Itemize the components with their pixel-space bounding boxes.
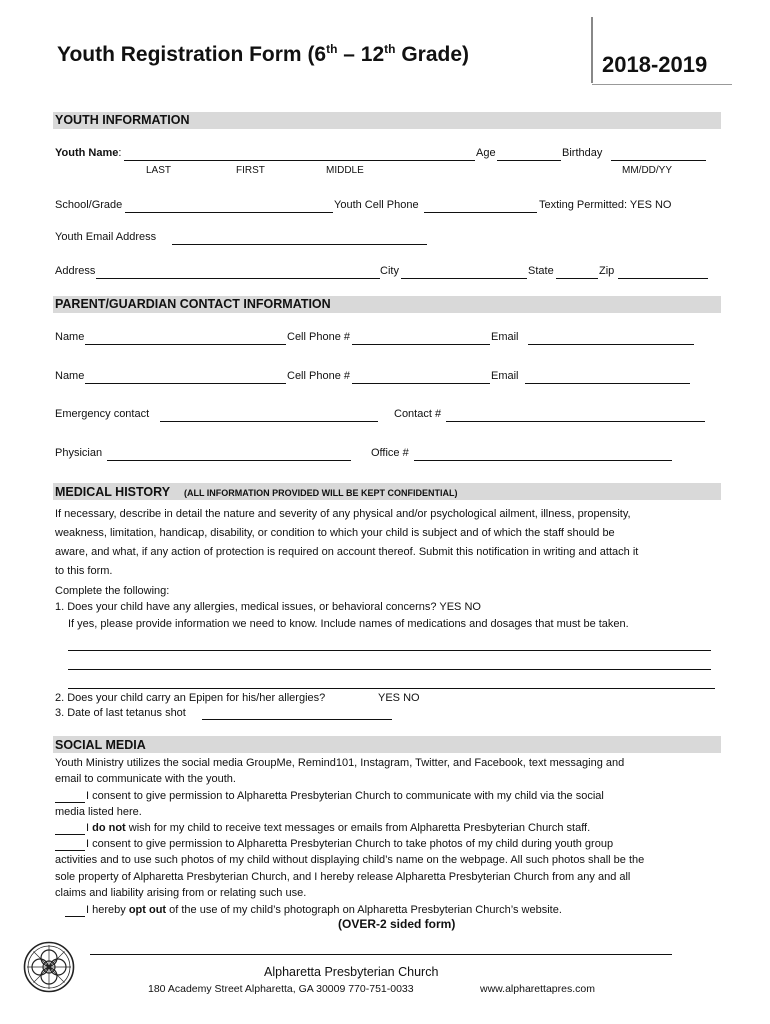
youth-name-field[interactable]	[124, 160, 475, 161]
tetanus-date-field[interactable]	[202, 719, 392, 720]
zip-label: Zip	[599, 265, 615, 277]
consent-photos-blank[interactable]	[55, 850, 85, 851]
parent1-email-label: Email	[491, 331, 519, 343]
address-label: Address	[55, 265, 96, 277]
allergy-info-line[interactable]	[68, 688, 715, 689]
school-grade-field[interactable]	[125, 212, 333, 213]
state-label: State	[528, 265, 554, 277]
age-field[interactable]	[497, 160, 561, 161]
last-name-hint: LAST	[146, 165, 172, 176]
consent-photos: I consent to give permission to Alpharetta Presbyterian Church to take photos of my child during youth group	[86, 838, 614, 850]
birthday-field[interactable]	[611, 160, 706, 161]
physician-field[interactable]	[107, 460, 351, 461]
question-allergies[interactable]: 1. Does your child have any allergies, medical issues, or behavioral concerns? YES NO	[55, 601, 481, 613]
city-field[interactable]	[401, 278, 527, 279]
contact-number-label: Contact #	[394, 408, 442, 420]
texting-permitted[interactable]: Texting Permitted: YES NO	[539, 199, 672, 211]
section-band	[53, 736, 721, 753]
opt-out-blank[interactable]	[65, 916, 85, 917]
epipen-yes-no[interactable]: YES NO	[378, 692, 420, 704]
parent-info-heading: PARENT/GUARDIAN CONTACT INFORMATION	[55, 297, 331, 311]
youth-email-label: Youth Email Address	[55, 231, 157, 243]
social-media-heading: SOCIAL MEDIA	[55, 738, 146, 752]
parent1-cell-field[interactable]	[352, 344, 490, 345]
confidential-note: (ALL INFORMATION PROVIDED WILL BE KEPT CONFIDENTIAL)	[183, 488, 458, 498]
consent-photos: activities and to use such photos of my child without displaying child’s name on the webpage. All such photos shall be the	[55, 854, 645, 866]
parent2-name-field[interactable]	[85, 383, 286, 384]
parent2-email-field[interactable]	[525, 383, 690, 384]
header-divider	[591, 17, 593, 83]
over-note: (OVER-2 sided form)	[338, 917, 456, 931]
school-year: 2018-2019	[602, 52, 708, 77]
social-intro: email to communicate with the youth.	[55, 773, 236, 785]
first-name-hint: FIRST	[236, 165, 265, 176]
parent1-cell-label: Cell Phone #	[287, 331, 350, 343]
zip-field[interactable]	[618, 278, 708, 279]
parent1-name-field[interactable]	[85, 344, 286, 345]
parent2-name-label: Name	[55, 370, 85, 382]
church-address: 180 Academy Street Alpharetta, GA 30009 770-751-0033	[148, 983, 414, 995]
parent1-email-field[interactable]	[528, 344, 694, 345]
birthday-label: Birthday	[562, 147, 603, 159]
youth-email-field[interactable]	[172, 244, 427, 245]
youth-cell-label: Youth Cell Phone	[334, 199, 419, 211]
question-epipen: 2. Does your child carry an Epipen for his/her allergies?	[55, 692, 326, 704]
age-label: Age	[476, 147, 496, 159]
complete-following: Complete the following:	[55, 585, 170, 597]
youth-cell-field[interactable]	[424, 212, 537, 213]
consent-communicate: media listed here.	[55, 806, 142, 818]
medical-paragraph-line: If necessary, describe in detail the nature and severity of any physical and/or psychological ailment, illness, propensity,	[55, 508, 631, 520]
office-number-field[interactable]	[414, 460, 672, 461]
office-number-label: Office #	[371, 447, 409, 459]
church-website-link[interactable]: www.alpharettapres.com	[480, 983, 595, 995]
question-tetanus: 3. Date of last tetanus shot	[55, 707, 186, 719]
youth-info-heading: YOUTH INFORMATION	[55, 113, 190, 127]
consent-photos: claims and liability arising from or relating such use.	[55, 887, 307, 899]
allergy-info-line[interactable]	[68, 650, 711, 651]
consent-communicate: I consent to give permission to Alpharetta Presbyterian Church to communicate with my child via the social	[86, 790, 604, 802]
question-allergies-detail: If yes, please provide information we need to know. Include names of medications and dosages that must be taken.	[68, 618, 629, 630]
emergency-contact-label: Emergency contact	[55, 408, 150, 420]
parent2-email-label: Email	[491, 370, 519, 382]
medical-paragraph-line: weakness, limitation, handicap, disability, or condition to which your child is subject and of which the staff should be	[55, 527, 615, 539]
footer-rule	[90, 954, 672, 955]
parent2-cell-label: Cell Phone #	[287, 370, 350, 382]
consent-photos: sole property of Alpharetta Presbyterian Church, and I hereby release Alpharetta Presbyterian Church from any and all	[55, 871, 631, 883]
parent1-name-label: Name	[55, 331, 85, 343]
medical-paragraph-line: aware, and what, if any action of protection is required on account thereof. Submit this notification in writing and attach it	[55, 546, 639, 558]
church-logo-icon	[23, 941, 75, 993]
youth-name-label: Youth Name:	[55, 147, 122, 159]
opt-out-photos: I hereby opt out of the use of my child’s photograph on Alpharetta Presbyterian Church’s website.	[86, 904, 562, 916]
city-label: City	[380, 265, 399, 277]
year-underline	[592, 84, 732, 85]
consent-no-messages-blank[interactable]	[55, 834, 85, 835]
state-field[interactable]	[556, 278, 598, 279]
church-name: Alpharetta Presbyterian Church	[264, 965, 439, 979]
address-field[interactable]	[96, 278, 380, 279]
consent-communicate-blank[interactable]	[55, 802, 85, 803]
contact-number-field[interactable]	[446, 421, 705, 422]
medical-paragraph-line: to this form.	[55, 565, 113, 577]
form-title: Youth Registration Form (6th – 12th Grade)	[57, 42, 470, 66]
social-intro: Youth Ministry utilizes the social media GroupMe, Remind101, Instagram, Twitter, and Facebook, text messaging and	[55, 757, 625, 769]
emergency-contact-field[interactable]	[160, 421, 378, 422]
medical-history-heading: MEDICAL HISTORY (ALL INFORMATION PROVIDED WILL BE KEPT CONFIDENTIAL)	[55, 485, 458, 499]
school-grade-label: School/Grade	[55, 199, 123, 211]
date-format-hint: MM/DD/YY	[622, 165, 672, 176]
physician-label: Physician	[55, 447, 103, 459]
middle-name-hint: MIDDLE	[326, 165, 364, 176]
allergy-info-line[interactable]	[68, 669, 711, 670]
consent-no-messages: I do not wish for my child to receive text messages or emails from Alpharetta Presbyterian Church staff.	[86, 822, 591, 834]
parent2-cell-field[interactable]	[352, 383, 490, 384]
